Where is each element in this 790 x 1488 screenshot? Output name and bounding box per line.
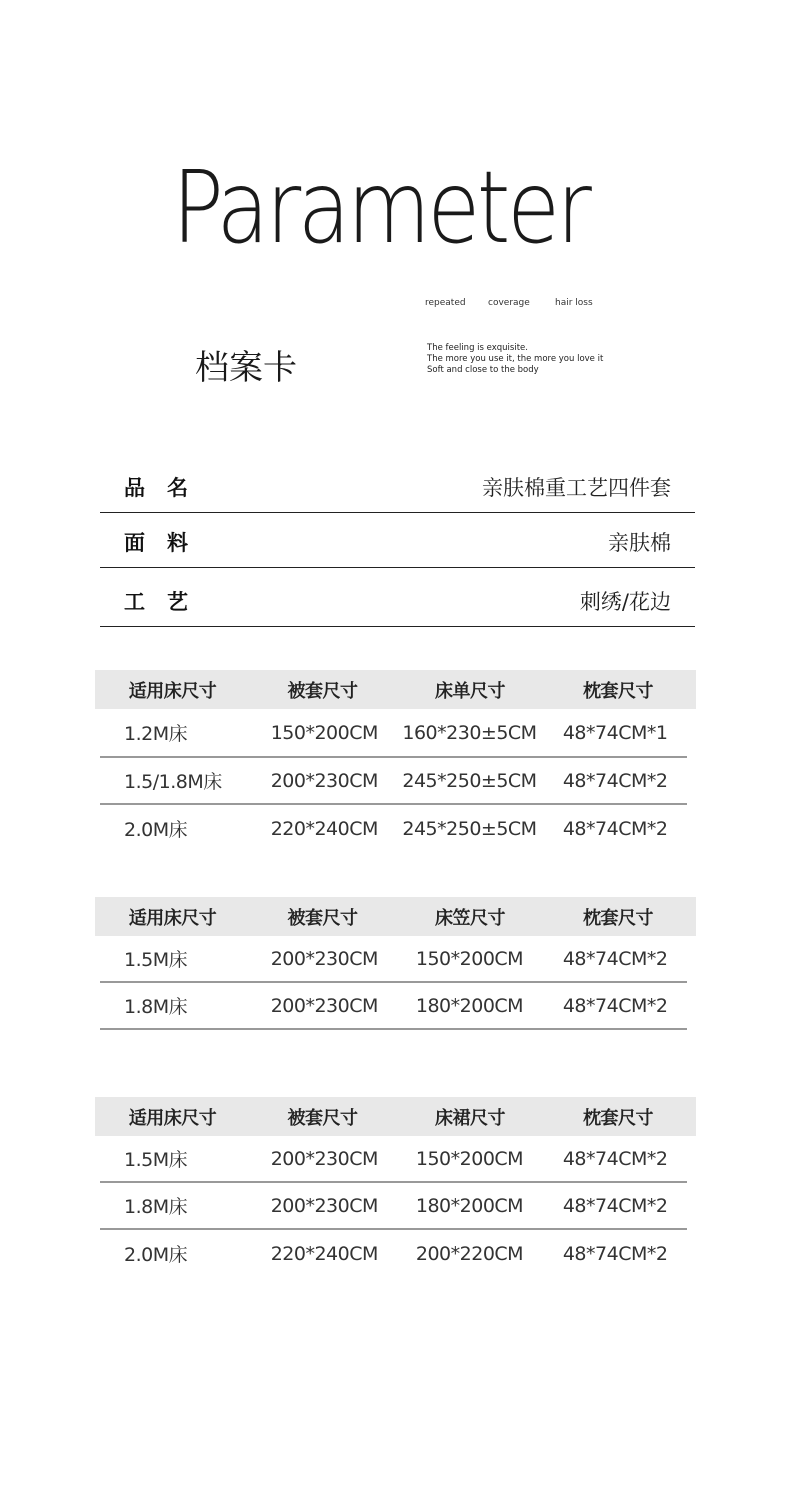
table-cell: 220*240CM xyxy=(270,817,378,840)
column-header: 适用床尺寸 xyxy=(128,907,217,929)
tag-item: hair loss xyxy=(555,298,593,308)
info-row-craft xyxy=(100,568,695,627)
info-row-name xyxy=(100,468,695,513)
page-title: Parameter xyxy=(172,149,589,266)
table-cell: 48*74CM*2 xyxy=(562,1147,668,1170)
table-header xyxy=(95,897,696,936)
column-header: 被套尺寸 xyxy=(287,907,358,929)
info-value: 亲肤棉 xyxy=(608,531,671,555)
tagline-line: The feeling is exquisite. xyxy=(427,343,528,353)
tag-item: repeated xyxy=(425,298,466,308)
table-cell: 48*74CM*2 xyxy=(562,947,668,970)
subtitle-cn: 档案卡 xyxy=(195,348,297,388)
column-header: 床裙尺寸 xyxy=(435,1107,505,1129)
table-cell: 48*74CM*2 xyxy=(562,769,668,792)
column-header: 适用床尺寸 xyxy=(128,680,217,702)
table-header xyxy=(95,670,696,709)
table-header xyxy=(95,1097,696,1136)
column-header: 床单尺寸 xyxy=(435,680,505,702)
column-header: 床笠尺寸 xyxy=(435,907,505,929)
info-row-fabric xyxy=(100,513,695,568)
table-row xyxy=(100,1136,687,1183)
table-cell: 2.0M床 xyxy=(124,819,188,841)
column-header: 被套尺寸 xyxy=(287,1107,358,1129)
table-cell: 200*220CM xyxy=(415,1242,524,1265)
table-cell: 1.5M床 xyxy=(124,949,188,971)
info-value: 刺绣/花边 xyxy=(579,590,671,614)
table-row xyxy=(100,1183,687,1230)
column-header: 枕套尺寸 xyxy=(583,1107,653,1129)
table-cell: 48*74CM*2 xyxy=(562,1242,668,1265)
info-label: 面料 xyxy=(124,531,210,555)
tag-list xyxy=(425,298,593,308)
table-cell: 200*230CM xyxy=(270,947,378,970)
table-row xyxy=(100,936,687,983)
size-table-bed-skirt xyxy=(95,1097,696,1277)
table-cell: 200*230CM xyxy=(270,1194,378,1217)
table-cell: 48*74CM*1 xyxy=(562,721,668,744)
table-cell: 1.5/1.8M床 xyxy=(124,771,222,793)
table-cell: 245*250±5CM xyxy=(402,769,537,792)
table-cell: 48*74CM*2 xyxy=(562,1194,668,1217)
table-cell: 150*200CM xyxy=(415,947,524,970)
tagline xyxy=(427,343,603,376)
info-value: 亲肤棉重工艺四件套 xyxy=(482,476,671,500)
table-row xyxy=(100,758,687,805)
table-row xyxy=(100,1230,687,1277)
table-cell: 220*240CM xyxy=(270,1242,378,1265)
column-header: 枕套尺寸 xyxy=(583,680,653,702)
table-cell: 1.2M床 xyxy=(124,723,188,745)
table-row xyxy=(100,805,687,852)
table-cell: 180*200CM xyxy=(415,1194,524,1217)
tagline-line: The more you use it, the more you love it xyxy=(427,354,604,364)
size-table-sheet xyxy=(95,670,696,852)
table-cell: 180*200CM xyxy=(415,994,524,1017)
product-info xyxy=(100,468,695,627)
column-header: 被套尺寸 xyxy=(287,680,358,702)
table-cell: 2.0M床 xyxy=(124,1244,188,1266)
column-header: 枕套尺寸 xyxy=(583,907,653,929)
table-cell: 200*230CM xyxy=(270,1147,378,1170)
table-cell: 245*250±5CM xyxy=(402,817,537,840)
table-cell: 1.8M床 xyxy=(124,996,188,1018)
table-cell: 1.5M床 xyxy=(124,1149,188,1171)
size-table-fitted-sheet xyxy=(95,897,696,1030)
table-cell: 200*230CM xyxy=(270,994,378,1017)
tag-item: coverage xyxy=(488,298,530,308)
table-cell: 150*200CM xyxy=(270,721,378,744)
table-cell: 48*74CM*2 xyxy=(562,994,668,1017)
info-label: 工艺 xyxy=(124,590,210,614)
table-row xyxy=(100,709,687,758)
table-cell: 160*230±5CM xyxy=(402,721,537,744)
column-header: 适用床尺寸 xyxy=(128,1107,217,1129)
table-cell: 150*200CM xyxy=(415,1147,524,1170)
tagline-line: Soft and close to the body xyxy=(427,365,539,375)
table-cell: 1.8M床 xyxy=(124,1196,188,1218)
info-label: 品名 xyxy=(124,476,210,500)
table-cell: 200*230CM xyxy=(270,769,378,792)
table-row xyxy=(100,983,687,1030)
table-cell: 48*74CM*2 xyxy=(562,817,668,840)
